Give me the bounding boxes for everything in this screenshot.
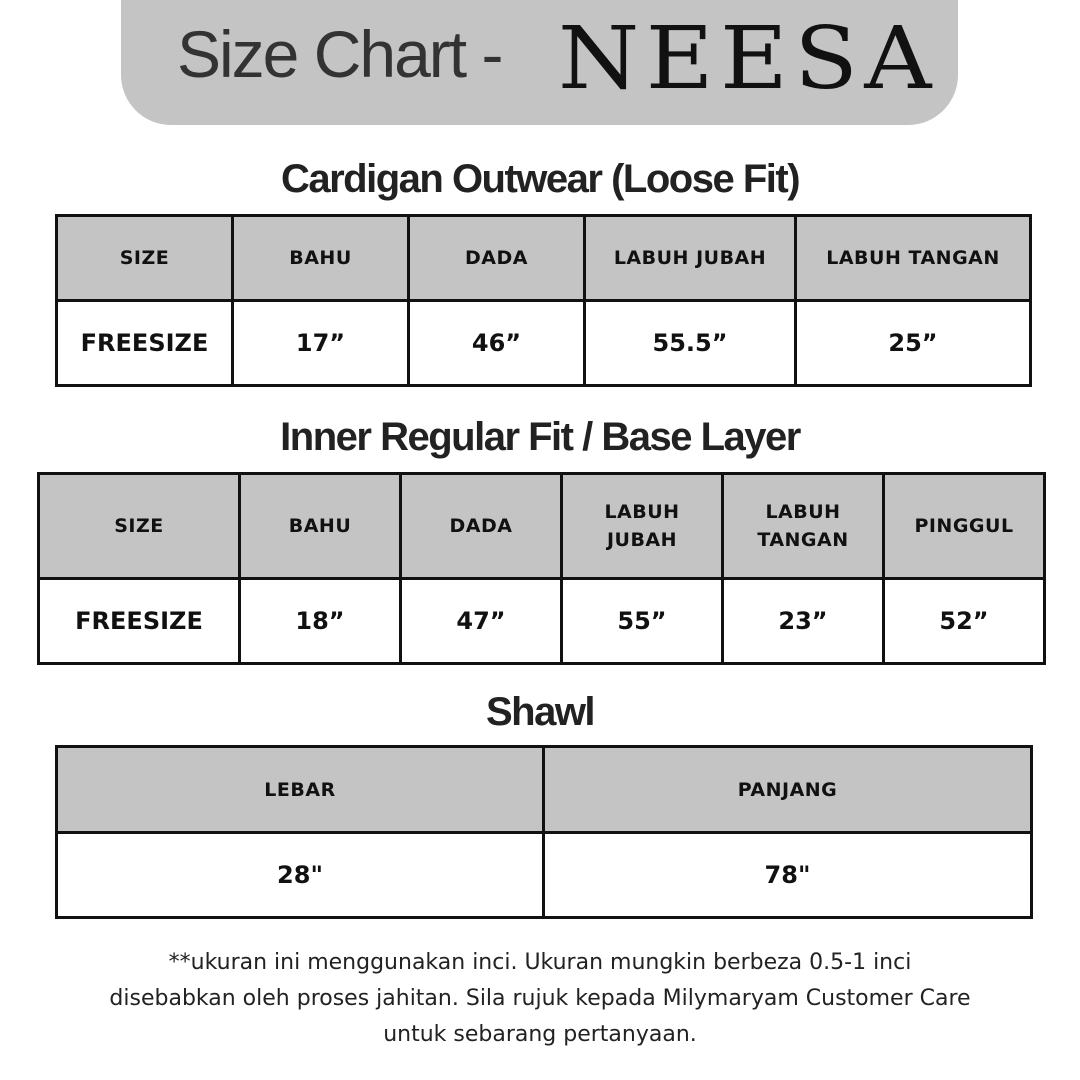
- section-title-shawl: Shawl: [485, 690, 595, 734]
- column-header: SIZE: [39, 474, 240, 579]
- column-header: PANJANG: [544, 747, 1032, 833]
- size-table-inner: [37, 472, 1046, 665]
- table-row: [57, 833, 1032, 918]
- size-table-cardigan: [55, 214, 1032, 387]
- footnote-line: untuk sebarang pertanyaan.: [383, 1022, 697, 1047]
- table-cell: 55”: [562, 579, 723, 664]
- column-header: PINGGUL: [884, 474, 1045, 579]
- brand-logo: NEESA: [558, 9, 938, 109]
- table-cell: 52”: [884, 579, 1045, 664]
- table-cell: 55.5”: [585, 301, 796, 386]
- column-header: LABUH JUBAH: [585, 216, 796, 301]
- column-header: LABUH TANGAN: [796, 216, 1031, 301]
- table-header-row: [57, 216, 1031, 301]
- column-header: DADA: [409, 216, 585, 301]
- table-cell: 46”: [409, 301, 585, 386]
- section-title-inner: Inner Regular Fit / Base Layer: [280, 415, 800, 459]
- section-title-cardigan: Cardigan Outwear (Loose Fit): [280, 157, 800, 201]
- table-cell: 23”: [723, 579, 884, 664]
- table-cell: FREESIZE: [39, 579, 240, 664]
- table-cell: 78": [544, 833, 1032, 918]
- table-header-row: [57, 747, 1032, 833]
- column-header: SIZE: [57, 216, 233, 301]
- table-cell: FREESIZE: [57, 301, 233, 386]
- table-row: [57, 301, 1031, 386]
- footnote-line: **ukuran ini menggunakan inci. Ukuran mungkin berbeza 0.5-1 inci: [168, 950, 912, 975]
- size-table-shawl: [55, 745, 1033, 919]
- column-header: BAHU: [240, 474, 401, 579]
- footnote: [40, 945, 1040, 1053]
- table-header-row: [39, 474, 1045, 579]
- table-cell: 25”: [796, 301, 1031, 386]
- table-cell: 17”: [233, 301, 409, 386]
- table-row: [39, 579, 1045, 664]
- footnote-line: disebabkan oleh proses jahitan. Sila rujuk kepada Milymaryam Customer Care: [109, 986, 971, 1011]
- column-header: LEBAR: [57, 747, 544, 833]
- header-title: Size Chart -: [177, 17, 502, 91]
- table-cell: 47”: [401, 579, 562, 664]
- column-header: LABUH JUBAH: [562, 474, 723, 579]
- column-header: BAHU: [233, 216, 409, 301]
- table-cell: 18”: [240, 579, 401, 664]
- table-cell: 28": [57, 833, 544, 918]
- column-header: LABUH TANGAN: [723, 474, 884, 579]
- column-header: DADA: [401, 474, 562, 579]
